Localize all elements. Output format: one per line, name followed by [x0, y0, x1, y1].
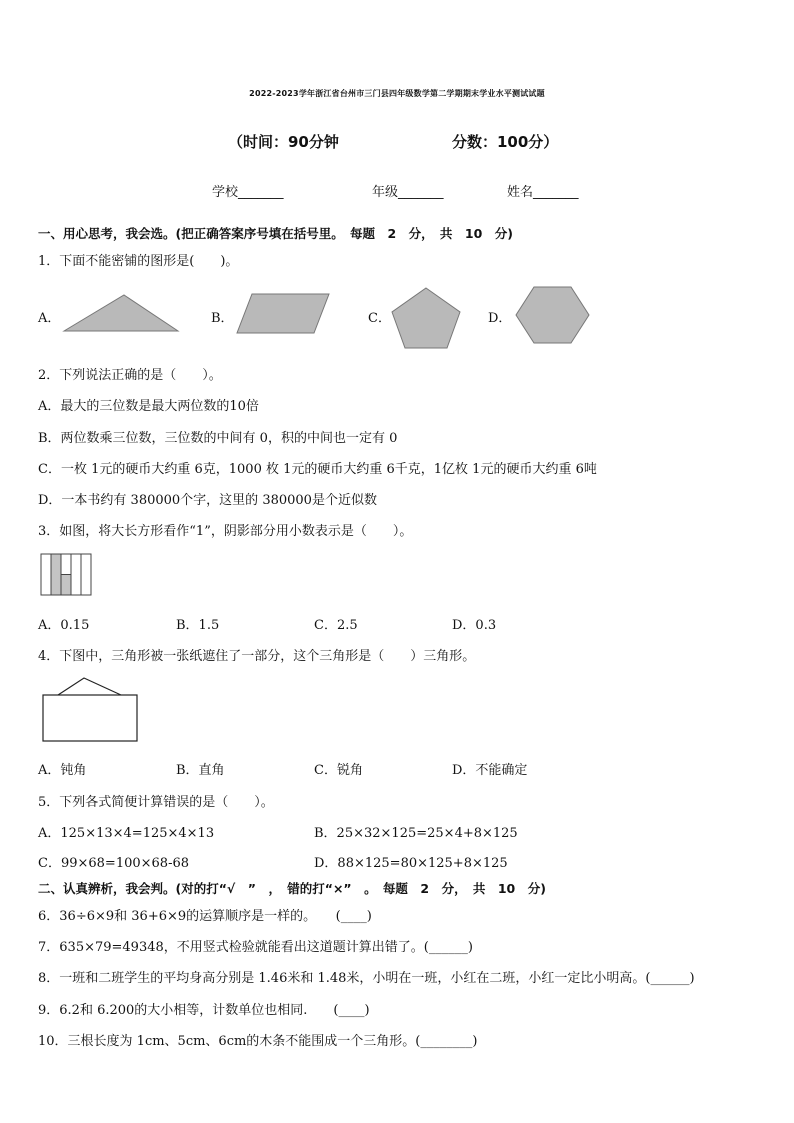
grade-field: 年级_______ — [372, 185, 444, 200]
question-3-option-d: D．0.3 — [452, 618, 497, 633]
question-1-option-d: D． — [488, 311, 512, 326]
question-5-stem: 5．下列各式简便计算错误的是（ ）。 — [38, 795, 274, 810]
question-5-option-b: B．25×32×125=25×4+8×125 — [314, 826, 518, 841]
question-3-option-a: A．0.15 — [38, 618, 90, 633]
school-field: 学校_______ — [212, 185, 284, 200]
question-1-option-a: A． — [38, 311, 61, 326]
question-4-option-a: A．钝角 — [38, 763, 87, 778]
judge-item-7: 7．635×79=49348，不用竖式检验就能看出这道题计算出错了。(______) — [38, 940, 473, 955]
question-2-option-c: C．一枚 1元的硬币大约重 6克，1000 枚 1元的硬币大约重 6千克，1亿枚 1元的硬币大约重 6吨 — [38, 462, 597, 477]
question-1-stem: 1．下面不能密铺的图形是( )。 — [38, 254, 239, 269]
question-2-option-a: A．最大的三位数是最大两位数的10倍 — [38, 399, 259, 414]
question-5-option-a: A．125×13×4=125×4×13 — [38, 826, 215, 841]
section-1-heading: 一、用心思考，我会选。(把正确答案序号填在括号里。 每题 2 分， 共 10 分) — [38, 226, 514, 241]
question-2-stem: 2．下列说法正确的是（ ）。 — [38, 368, 222, 383]
judge-item-6: 6．36÷6×9和 36+6×9的运算顺序是一样的。 (____) — [38, 909, 372, 924]
question-4-stem: 4．下图中，三角形被一张纸遮住了一部分，这个三角形是（ ）三角形。 — [38, 649, 476, 664]
judge-item-9: 9．6.2和 6.200的大小相等，计数单位也相同. (____) — [38, 1003, 370, 1018]
question-2-option-b: B．两位数乘三位数，三位数的中间有 0，积的中间也一定有 0 — [38, 431, 398, 446]
question-5-option-d: D．88×125=80×125+8×125 — [314, 856, 508, 871]
question-5-option-c: C．99×68=100×68-68 — [38, 856, 189, 871]
triangle-tip — [58, 678, 121, 695]
question-1-option-b: B． — [211, 311, 234, 326]
question-3-option-b: B．1.5 — [176, 618, 220, 633]
covering-paper — [43, 695, 137, 741]
exam-time: （时间：90分钟 — [228, 133, 339, 151]
question-4-option-b: B．直角 — [176, 763, 225, 778]
name-field: 姓名_______ — [507, 185, 579, 200]
section-2-heading: 二、认真辨析，我会判。(对的打“√ ” ， 错的打“×” 。 每题 2 分， 共 10 分) — [38, 881, 546, 896]
judge-item-10: 10．三根长度为 1cm、5cm、6cm的木条不能围成一个三角形。(________) — [38, 1034, 478, 1049]
page-title: 2022-2023学年浙江省台州市三门县四年级数学第二学期期末学业水平测试试题 — [249, 89, 545, 98]
question-3-stem: 3．如图，将大长方形看作“1”，阴影部分用小数表示是（ ）。 — [38, 524, 413, 539]
question-3-option-c: C．2.5 — [314, 618, 358, 633]
judge-item-8: 8．一班和二班学生的平均身高分别是 1.46米和 1.48米，小明在一班，小红在二班，小红一定比小明高。(______) — [38, 971, 695, 986]
question-4-option-c: C．锐角 — [314, 763, 363, 778]
exam-score: 分数：100分） — [452, 133, 559, 151]
question-2-option-d: D．一本书约有 380000个字，这里的 380000是个近似数 — [38, 493, 377, 508]
question-4-option-d: D．不能确定 — [452, 763, 528, 778]
question-1-option-c: C． — [368, 311, 391, 326]
